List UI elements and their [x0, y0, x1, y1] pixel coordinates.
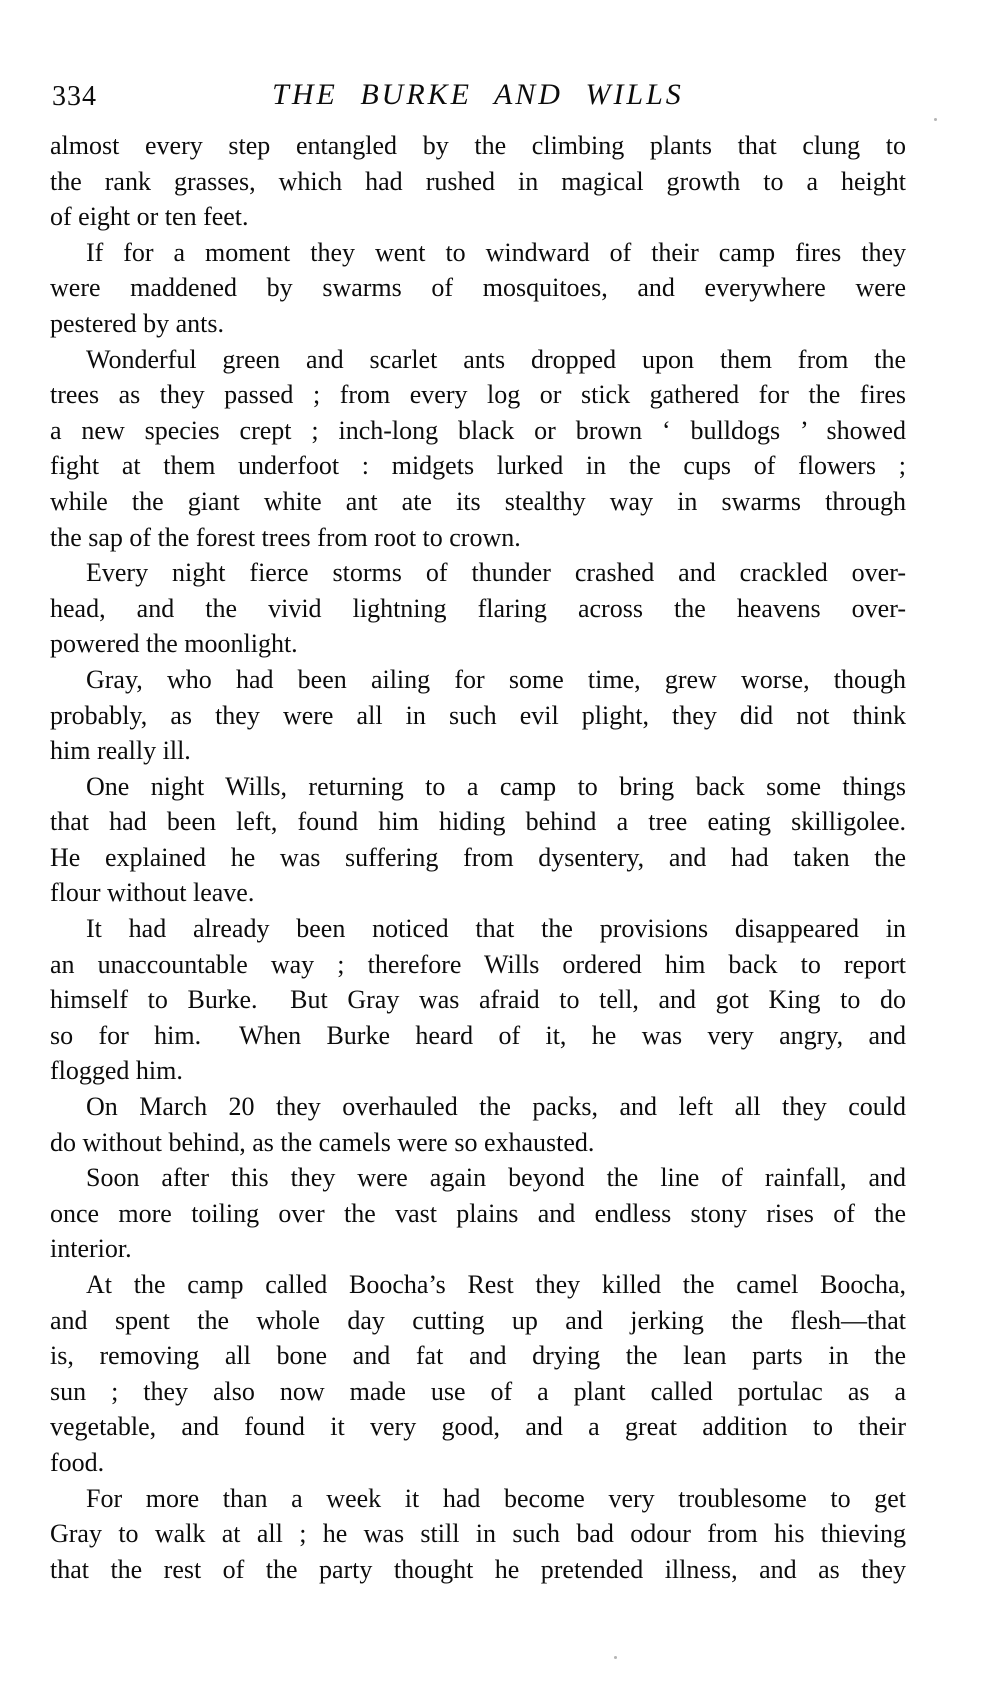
paragraph [50, 911, 906, 1089]
running-header [50, 78, 906, 118]
paragraph [50, 555, 906, 662]
text-line: the sap of the forest trees from root to crown. [50, 522, 521, 552]
text-line: At the camp called Boocha’s Rest they killed the camel Boocha, [86, 1270, 906, 1299]
text-line: For more than a week it had become very troublesome to get [86, 1483, 906, 1513]
text-line: were maddened by swarms of mosquitoes, and everywhere were [50, 273, 906, 303]
text-line: One night Wills, returning to a camp to bring back some things [86, 771, 906, 801]
text-line: once more toiling over the vast plains and endless stony rises of the [50, 1198, 906, 1228]
text-line: Every night fierce storms of thunder crashed and crackled over- [86, 558, 906, 588]
text-line: that the rest of the party thought he pretended illness, and as they [50, 1554, 906, 1584]
text-line: do without behind, as the camels were so exhausted. [50, 1127, 595, 1157]
text-line: It had already been noticed that the provisions disappeared in [86, 914, 906, 944]
text-line: interior. [50, 1234, 132, 1264]
paragraph [50, 342, 906, 556]
text-line: head, and the vivid lightning flaring across the heavens over- [50, 593, 906, 623]
text-line: flour without leave. [50, 878, 255, 908]
text-line: that had been left, found him hiding behind a tree eating skilligolee. [50, 807, 906, 837]
text-line: pestered by ants. [50, 308, 225, 338]
paragraph [50, 1481, 906, 1588]
text-line: Soon after this they were again beyond the line of rainfall, and [86, 1163, 906, 1193]
paragraph [50, 1160, 906, 1267]
scan-speck [934, 118, 937, 121]
text-line: him really ill. [50, 736, 191, 766]
text-line: of eight or ten feet. [50, 202, 249, 232]
text-line: so for him. When Burke heard of it, he was very angry, and [50, 1020, 906, 1050]
text-line: flogged him. [50, 1056, 183, 1086]
paragraph [50, 128, 906, 235]
text-line: an unaccountable way ; therefore Wills ordered him back to report [50, 949, 906, 979]
paragraph [50, 1267, 906, 1481]
text-line: fight at them underfoot : midgets lurked in the cups of flowers ; [50, 451, 906, 481]
text-line: himself to Burke. But Gray was afraid to tell, and got King to do [50, 985, 906, 1015]
text-line: vegetable, and found it very good, and a great addition to their [50, 1412, 906, 1442]
paragraph [50, 769, 906, 911]
text-line: Wonderful green and scarlet ants dropped upon them from the [86, 344, 906, 374]
paragraph [50, 1089, 906, 1160]
text-line: On March 20 they overhauled the packs, and left all they could [86, 1092, 906, 1122]
text-line: while the giant white ant ate its stealthy way in swarms through [50, 486, 906, 516]
scan-speck [614, 1656, 617, 1659]
text-line: food. [50, 1447, 105, 1477]
text-line: He explained he was suffering from dysentery, and had taken the [50, 842, 906, 872]
paragraph [50, 235, 906, 342]
text-line: and spent the whole day cutting up and jerking the flesh—that [50, 1305, 906, 1335]
text-line: is, removing all bone and fat and drying the lean parts in the [50, 1341, 906, 1371]
page-body [50, 128, 906, 1587]
text-line: Gray, who had been ailing for some time, grew worse, though [86, 664, 906, 694]
text-line: probably, as they were all in such evil plight, they did not think [50, 700, 906, 730]
text-line: a new species crept ; inch-long black or brown ‘ bulldogs ’ showed [50, 415, 906, 445]
text-line: powered the moonlight. [50, 629, 298, 659]
text-line: trees as they passed ; from every log or stick gathered for the fires [50, 380, 906, 410]
text-line: almost every step entangled by the climbing plants that clung to [50, 131, 906, 160]
paragraph [50, 662, 906, 769]
page-number: 334 [52, 81, 97, 112]
text-line: Gray to walk at all ; he was still in such bad odour from his thieving [50, 1519, 906, 1549]
text-line: the rank grasses, which had rushed in magical growth to a height [50, 166, 906, 196]
text-line: sun ; they also now made use of a plant called portulac as a [50, 1376, 906, 1406]
text-line: If for a moment they went to windward of their camp fires they [86, 237, 906, 267]
running-title: THE BURKE AND WILLS [272, 78, 684, 111]
